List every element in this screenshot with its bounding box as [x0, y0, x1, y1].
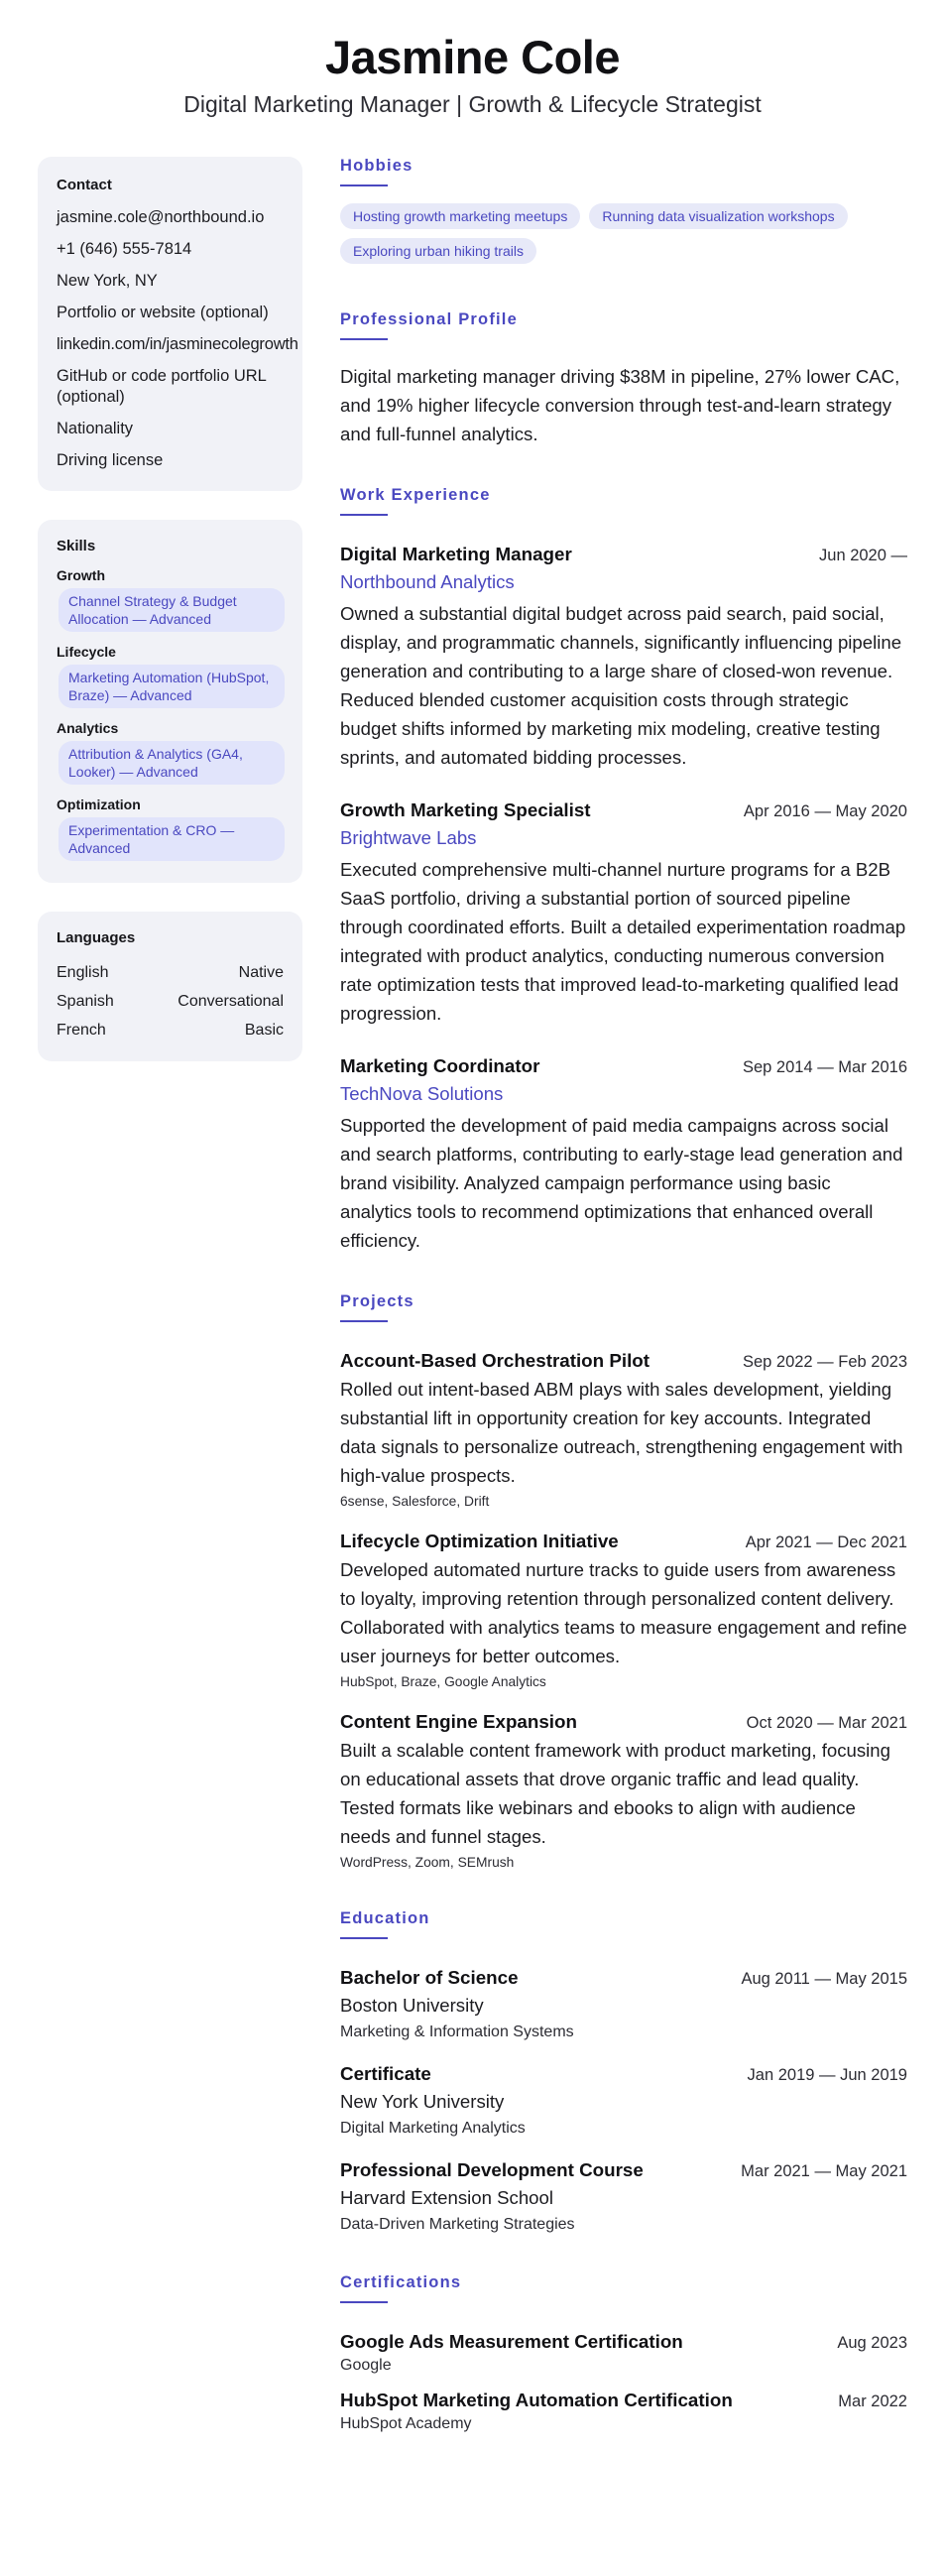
project-name: Account-Based Orchestration Pilot: [340, 1350, 650, 1371]
project-description: Built a scalable content framework with product marketing, focusing on educational assets that drove organic traffic and lead quality. Tested formats like webinars and ebooks to align with audience needs and funnel stages.: [340, 1740, 890, 1847]
section-heading: Projects: [340, 1292, 414, 1310]
degree: Certificate: [340, 2063, 431, 2084]
section-rule: [340, 514, 388, 516]
education-section: [340, 1909, 907, 2236]
field-of-study: Digital Marketing Analytics: [340, 2120, 526, 2137]
language-name: Spanish: [57, 993, 114, 1010]
project-dates: Oct 2020 — Mar 2021: [746, 1714, 907, 1732]
languages-heading: Languages: [57, 929, 136, 946]
skill-pill: Experimentation & CRO — Advanced: [59, 817, 285, 861]
skill-group: [57, 644, 284, 708]
language-row: [57, 1020, 284, 1041]
languages-card: [38, 912, 302, 1061]
project-tech: HubSpot, Braze, Google Analytics: [340, 1674, 546, 1689]
job-title: Growth Marketing Specialist: [340, 799, 591, 820]
candidate-title: Digital Marketing Manager | Growth & Lifecycle Strategist: [183, 91, 762, 117]
experience-entry: [340, 797, 907, 1028]
certifications-section: [340, 2273, 907, 2434]
project-tech: 6sense, Salesforce, Drift: [340, 1494, 490, 1509]
section-rule: [340, 338, 388, 340]
certification-entry: [340, 2388, 907, 2434]
project-dates: Apr 2021 — Dec 2021: [745, 1533, 907, 1551]
job-description: Supported the development of paid media campaigns across social and search platforms, contributing to early-stage lead generation and brand visibility. Analyzed campaign performance using basic analytics tools to recommend optimizations that enhanced overall efficiency.: [340, 1115, 903, 1251]
certification-name: HubSpot Marketing Automation Certification: [340, 2390, 733, 2410]
contact-card: [38, 157, 302, 491]
project-dates: Sep 2022 — Feb 2023: [742, 1353, 907, 1371]
project-entry: [340, 1709, 907, 1872]
skill-category: Lifecycle: [57, 644, 116, 660]
field-of-study: Data-Driven Marketing Strategies: [340, 2216, 575, 2233]
profile-text: Digital marketing manager driving $38M in pipeline, 27% lower CAC, and 19% higher lifecycle conversion through test-and-learn strategy and full-funnel analytics.: [340, 366, 900, 444]
candidate-name: Jasmine Cole: [324, 31, 621, 83]
skill-group: [57, 797, 284, 861]
section-rule: [340, 1320, 388, 1322]
experience-section: [340, 486, 907, 1255]
education-entry: [340, 2061, 907, 2140]
project-tech: WordPress, Zoom, SEMrush: [340, 1855, 515, 1870]
profile-section: [340, 310, 907, 448]
skills-card: [38, 520, 302, 883]
contact-linkedin[interactable]: linkedin.com/in/jasminecolegrowth: [57, 335, 298, 353]
certification-entry: [340, 2329, 907, 2376]
job-title: Marketing Coordinator: [340, 1055, 540, 1076]
section-heading: Hobbies: [340, 157, 413, 175]
contact-driving-license: Driving license: [57, 451, 164, 469]
job-dates: Jun 2020 —: [819, 547, 907, 564]
project-entry: [340, 1348, 907, 1511]
job-dates: Apr 2016 — May 2020: [743, 802, 907, 820]
section-heading: Professional Profile: [340, 310, 518, 328]
hobby-pill: Running data visualization workshops: [589, 203, 847, 229]
contact-location: New York, NY: [57, 272, 158, 290]
hobby-pill: Exploring urban hiking trails: [340, 238, 536, 264]
school: Boston University: [340, 1995, 484, 2016]
certification-issuer: HubSpot Academy: [340, 2415, 472, 2432]
job-dates: Sep 2014 — Mar 2016: [742, 1058, 907, 1076]
skill-pill: Attribution & Analytics (GA4, Looker) — Advanced: [59, 741, 285, 785]
job-company: Brightwave Labs: [340, 827, 477, 848]
certification-date: Aug 2023: [837, 2334, 907, 2352]
language-level: Conversational: [177, 993, 284, 1010]
contact-heading: Contact: [57, 177, 112, 193]
language-level: Basic: [244, 1022, 284, 1039]
experience-entry: [340, 542, 907, 772]
skill-pill: Marketing Automation (HubSpot, Braze) — Advanced: [59, 665, 285, 708]
education-entry: [340, 1965, 907, 2043]
project-description: Developed automated nurture tracks to guide users from awareness to loyalty, improving retention through personalized content delivery. Collaborated with analytics teams to measure engagement and refine user journeys for better outcomes.: [340, 1559, 907, 1666]
skill-category: Analytics: [57, 720, 119, 736]
degree: Professional Development Course: [340, 2159, 644, 2180]
contact-phone: +1 (646) 555-7814: [57, 240, 192, 258]
section-heading: Work Experience: [340, 486, 491, 504]
skill-category: Growth: [57, 567, 105, 583]
main-content: [340, 157, 907, 2434]
skill-group: [57, 720, 284, 785]
skill-category: Optimization: [57, 797, 141, 812]
contact-github: GitHub or code portfolio URL (optional): [57, 367, 267, 406]
education-entry: [340, 2157, 907, 2236]
job-description: Executed comprehensive multi-channel nurture programs for a B2B SaaS portfolio, driving a substantial portion of sourced pipeline through coordinated efforts. Built a detailed experimentation roadmap integrated with product analytics, conducting numerous conversion rate optimization tests that improved lead-to-marketing qualified lead progression.: [340, 859, 906, 1024]
hobbies-section: [340, 157, 907, 273]
field-of-study: Marketing & Information Systems: [340, 2024, 574, 2040]
job-description: Owned a substantial digital budget across paid search, paid social, display, and programmatic channels, significantly influencing pipeline generation and contributing to a large share of closed-won revenue. Reduced blended customer acquisition costs through strategic budget shifts informed by marketing mix modeling, creative testing sprints, and automated bidding processes.: [340, 603, 902, 768]
job-title: Digital Marketing Manager: [340, 544, 572, 564]
projects-section: [340, 1292, 907, 1872]
contact-nationality: Nationality: [57, 420, 134, 437]
language-row: [57, 962, 284, 983]
school: New York University: [340, 2091, 505, 2112]
education-dates: Jan 2019 — Jun 2019: [747, 2066, 907, 2084]
section-rule: [340, 2301, 388, 2303]
job-company: TechNova Solutions: [340, 1083, 504, 1104]
section-rule: [340, 1937, 388, 1939]
certification-name: Google Ads Measurement Certification: [340, 2331, 683, 2352]
hobby-pill: Hosting growth marketing meetups: [340, 203, 580, 229]
project-name: Lifecycle Optimization Initiative: [340, 1531, 619, 1551]
language-name: English: [57, 964, 109, 981]
skill-pill: Channel Strategy & Budget Allocation — Advanced: [59, 588, 285, 632]
certification-issuer: Google: [340, 2357, 392, 2374]
project-description: Rolled out intent-based ABM plays with sales development, yielding substantial lift in opportunity creation for key accounts. Integrated data signals to personalize outreach, strengthening engagement with high-value prospects.: [340, 1379, 903, 1486]
certification-date: Mar 2022: [838, 2392, 907, 2410]
contact-email[interactable]: jasmine.cole@northbound.io: [57, 208, 265, 226]
school: Harvard Extension School: [340, 2187, 553, 2208]
job-company: Northbound Analytics: [340, 571, 515, 592]
experience-entry: [340, 1053, 907, 1255]
contact-portfolio: Portfolio or website (optional): [57, 304, 269, 321]
sidebar: [38, 157, 302, 1090]
skill-group: [57, 567, 284, 632]
section-heading: Education: [340, 1909, 430, 1927]
resume-header: [0, 30, 945, 119]
degree: Bachelor of Science: [340, 1967, 519, 1988]
language-name: French: [57, 1022, 106, 1039]
education-dates: Aug 2011 — May 2015: [741, 1970, 907, 1988]
hobby-pills: [340, 203, 907, 273]
section-rule: [340, 184, 388, 186]
language-row: [57, 991, 284, 1012]
project-name: Content Engine Expansion: [340, 1711, 577, 1732]
project-entry: [340, 1529, 907, 1691]
section-heading: Certifications: [340, 2273, 462, 2291]
language-level: Native: [238, 964, 284, 981]
skills-heading: Skills: [57, 538, 96, 554]
education-dates: Mar 2021 — May 2021: [741, 2162, 907, 2180]
